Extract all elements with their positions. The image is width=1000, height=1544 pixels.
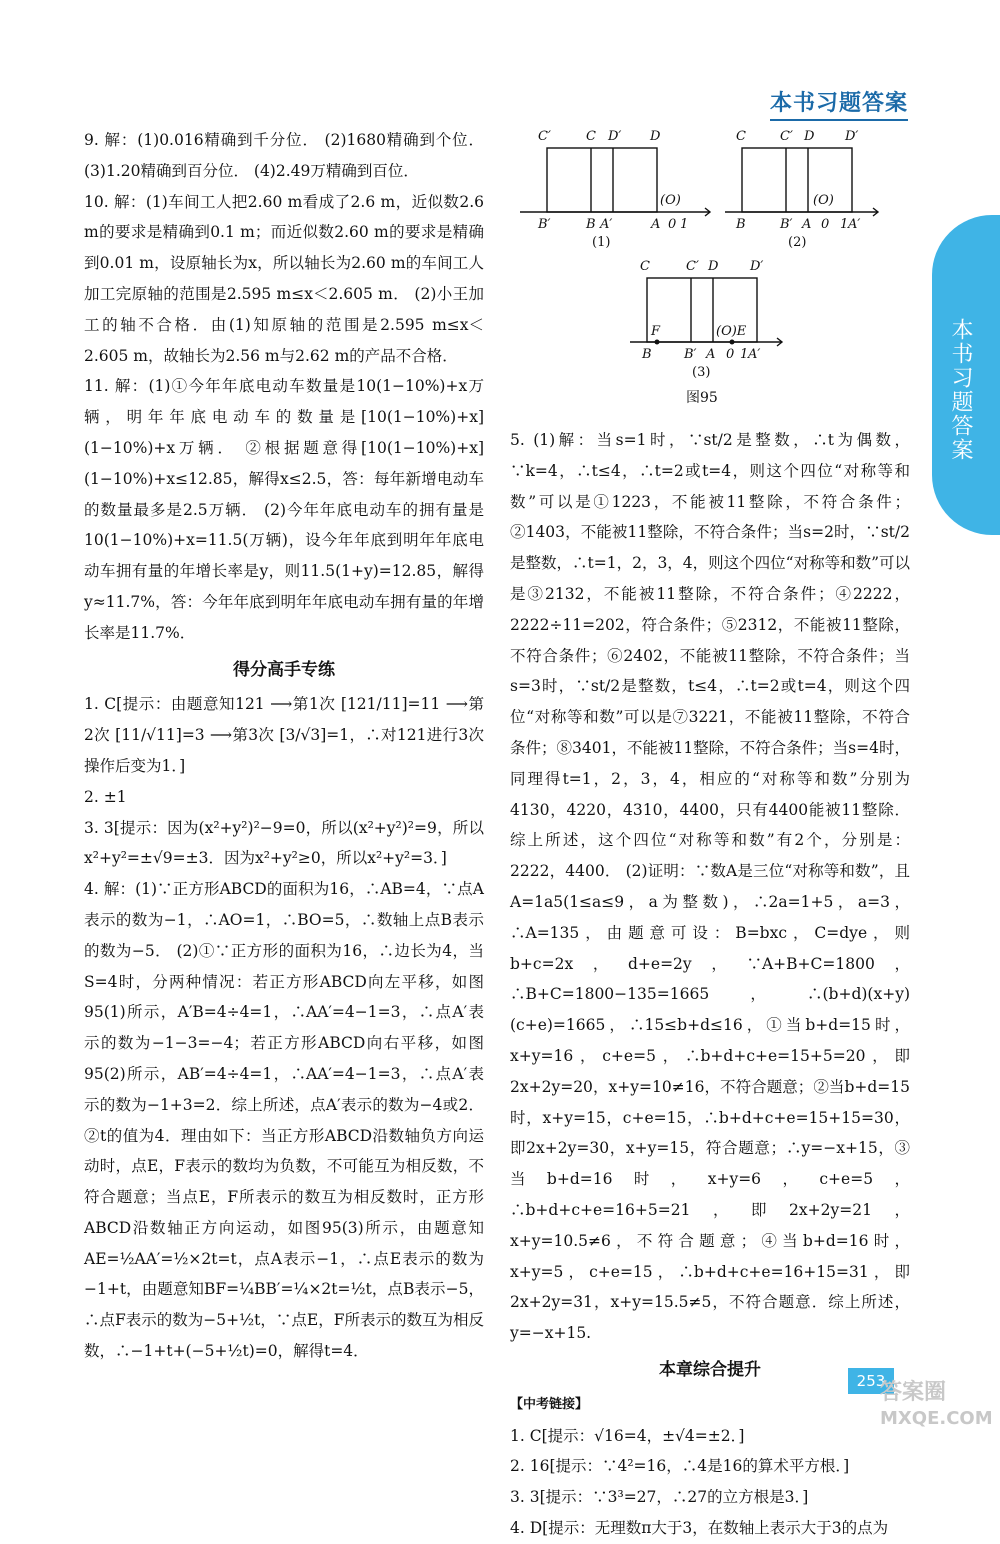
page-number: 253 <box>848 1368 894 1394</box>
fig3-bottom-3: 0 <box>726 347 735 362</box>
answer-9: 9. 解：(1)0.016精确到千分位． (2)1680精确到个位． (3)1.20精确到百分位． (4)2.49万精确到百位． <box>84 131 484 180</box>
fig3-bottom-1: B′ <box>684 347 697 362</box>
fig1-top-3: D <box>650 129 661 144</box>
fig1-bottom-2: A′ <box>600 217 613 232</box>
answer-11: 11. 解：(1)①今年年底电动车数量是10(1−10%)+x万辆，明年年底电动车的数量是[10(1−10%)+x](1−10%)+x万辆． ②根据题意得[10(1−10%)+x](1−10%)+x≤12.85，解得x≤2.5，答：每年新增电动车的数量最多是2.5万辆． (2)今年年底电动车的拥有量是10(1−10%)+x=11.5(万辆)，设今年年底到明年年底电动车拥有量的年增长率是y，则11.5(1+y)=12.85，解得y≈11.7%，答：今年年底到明年年底电动车拥有量的年增长率是11.7%． <box>84 377 484 642</box>
fig3-top-3: D′ <box>750 259 764 274</box>
fig1-bottom-5: 1 <box>680 217 689 232</box>
fig3-bottom-5: A′ <box>748 347 761 362</box>
fig3-top-2: D <box>708 259 719 274</box>
left-column <box>84 125 484 1367</box>
fig1-bottom-4: 0 <box>668 217 677 232</box>
fig2-bottom-2: A <box>802 217 812 232</box>
chapter-answer-1: 1. C[提示：√16=4，±√4=±2．] <box>510 1426 745 1445</box>
fig3-label: (3) <box>692 365 711 380</box>
fig1-label: (1) <box>592 235 611 250</box>
section-title-chapter: 本章综合提升 <box>659 1359 761 1380</box>
answer-10: 10. 解：(1)车间工人把2.60 m看成了2.6 m，近似数2.6 m的要求是精确到0.1 m；而近似数2.60 m的要求是精确到0.01 m，设原轴长为x，所以轴长为2.60 m的车间工人加工完原轴的范围是2.595 m≤x＜2.605 m． (2)小王加工的轴不合格．由(1)知原轴的范围是2.595 m≤x＜2.605 m，故轴长为2.56 m与2.62 m的产品不合格． <box>84 192 484 365</box>
fig1-top-2: D′ <box>608 129 622 144</box>
answer-5: 5. (1)解：当s=1时，∵st/2是整数，∴t为偶数，∵k=4，∴t≤4，∴t=2或t=4，则这个四位“对称等和数”可以是①1223，不能被11整除，不符合条件；②1403，不能被11整除，不符合条件；当s=2时，∵st/2是整数，∴t=1，2，3，4，则这个四位“对称等和数”可以是③2132，不能被11整除，不符合条件；④2222，2222÷11=202，符合条件；⑤2312，不能被11整除，不符合条件；⑥2402，不能被11整除，不符合条件；当s=3时，∵st/2是整数，t≤4，∴t=2或t=4，则这个四位“对称等和数”可以是⑦3221，不能被11整除，不符合条件；⑧3401，不能被11整除，不符合条件；当s=4时，同理得t=1，2，3，4，相应的“对称等和数”分别为4130，4220，4310，4400，只有4400能被11整除．综上所述，这个四位“对称等和数”有2个，分别是：2222，4400． (2)证明：∵数A是三位“对称等和数”，且A=1a5(1≤a≤9，a为整数)，∴2a=1+5，a=3，∴A=135，由题意可设：B=bxc，C=dye，则b+c=2x，d+e=2y，∵A+B+C=1800，∴B+C=1800−135=1665，∴(b+d)(x+y)(c+e)=1665，∴15≤b+d≤16，①当b+d=15时，x+y=16，c+e=5，∴b+d+c+e=15+5=20，即2x+2y=20，x+y=10≠16，不符合题意；②当b+d=15时，x+y=15，c+e=15，∴b+d+c+e=15+15=30，即2x+2y=30，x+y=15，符合题意；∴y=−x+15，③当b+d=16时，x+y=6，c+e=5，∴b+d+c+e=16+5=21，即2x+2y=21，x+y=10.5≠6，不符合题意；④当b+d=16时，x+y=5，c+e=15，∴b+d+c+e=16+15=31，即2x+2y=31，x+y=15.5≠5，不符合题意．综上所述，y=−x+15. <box>510 431 911 1343</box>
practice-answer-2: 2. ±1 <box>84 787 127 806</box>
practice-answer-4: 4. 解：(1)∵正方形ABCD的面积为16，∴AB=4，∵点A表示的数为−1，∴AO=1，∴BO=5，∴数轴上点B表示的数为−5． (2)①∵正方形的面积为16，∴边长为4，当S=4时，分两种情况：若正方形ABCD向左平移，如图95(1)所示，A′B=4÷4=1，∴AA′=4−1=3，∴点A′表示的数为−1−3=−4；若正方形ABCD向右平移，如图95(2)所示，AB′=4÷4=1，∴AA′=4−1=3，∴点A′表示的数为−1+3=2．综上所述，点A′表示的数为−4或2． ②t的值为4．理由如下：当正方形ABCD沿数轴负方向运动时，点E，F表示的数均为负数，不可能互为相反数，不符合题意；当点E，F所表示的数互为相反数时，正方形ABCD沿数轴正方向运动，如图95(3)所示，由题意知AE=½AA′=½×2t=t，点A表示−1，∴点E表示的数为−1+t，由题意知BF=¼BB′=¼×2t=½t，点B表示−5，∴点F表示的数为−5+½t，∵点E，F所表示的数互为相反数，∴−1+t+(−5+½t)=0，解得t=4． <box>84 880 484 1361</box>
fig3-mid-1: (O)E <box>716 324 747 339</box>
chapter-answer-3: 3. 3[提示：∵3³=27，∴27的立方根是3．] <box>510 1488 809 1507</box>
fig3-mid-0: F <box>651 324 661 339</box>
side-tab-label: 本书习题答案 <box>948 318 973 462</box>
chapter-answer-4: 4. D[提示：无理数π大于3，在数轴上表示大于3的点为 <box>510 1518 889 1537</box>
fig1-bottom-0: B′ <box>538 217 551 232</box>
fig2-top-3: D′ <box>845 129 859 144</box>
fig2-top-1: C′ <box>780 129 793 144</box>
fig2-label: (2) <box>788 235 807 250</box>
practice-answer-3: 3. 3[提示：因为(x²+y²)²−9=0，所以(x²+y²)²=9，所以x²+y²=±√9=±3．因为x²+y²≥0，所以x²+y²=3．] <box>84 818 484 868</box>
fig1-origin: (O) <box>660 193 681 208</box>
figure-caption: 图95 <box>686 390 718 406</box>
fig1-top-1: C <box>586 129 596 144</box>
fig2-origin: (O) <box>813 193 834 208</box>
fig1-bottom-1: B <box>586 217 596 232</box>
fig1-bottom-3: A <box>651 217 661 232</box>
fig2-bottom-4: 1 <box>840 217 849 232</box>
figure-95 <box>520 120 900 410</box>
fig3-bottom-4: 1 <box>740 347 749 362</box>
fig3-top-1: C′ <box>686 259 699 274</box>
watermark-logo: 答案圈 <box>880 1380 947 1405</box>
fig2-bottom-0: B <box>736 217 746 232</box>
fig3-bottom-2: A <box>706 347 716 362</box>
fig2-top-2: D <box>804 129 815 144</box>
chapter-answer-2: 2. 16[提示：∵4²=16，∴4是16的算术平方根．] <box>510 1457 850 1476</box>
page-header-title: 本书习题答案 <box>770 86 908 121</box>
fig2-top-0: C <box>736 129 746 144</box>
figure-95-diagram <box>520 120 900 410</box>
exam-link-tag: 【中考链接】 <box>510 1396 589 1412</box>
practice-answer-1: 1. C[提示：由题意知121 ⟶第1次 [121/11]=11 ⟶第2次 [11/√11]=3 ⟶第3次 [3/√3]=1，∴对121进行3次操作后变为1．] <box>84 695 484 775</box>
section-title-practice: 得分高手专练 <box>233 659 335 680</box>
fig1-top-0: C′ <box>538 129 551 144</box>
fig2-bottom-3: 0 <box>821 217 830 232</box>
fig3-bottom-0: B <box>642 347 652 362</box>
fig2-bottom-5: A′ <box>848 217 861 232</box>
fig2-bottom-1: B′ <box>780 217 793 232</box>
fig3-top-0: C <box>640 259 650 274</box>
watermark-url: MXQE.COM <box>880 1408 993 1429</box>
